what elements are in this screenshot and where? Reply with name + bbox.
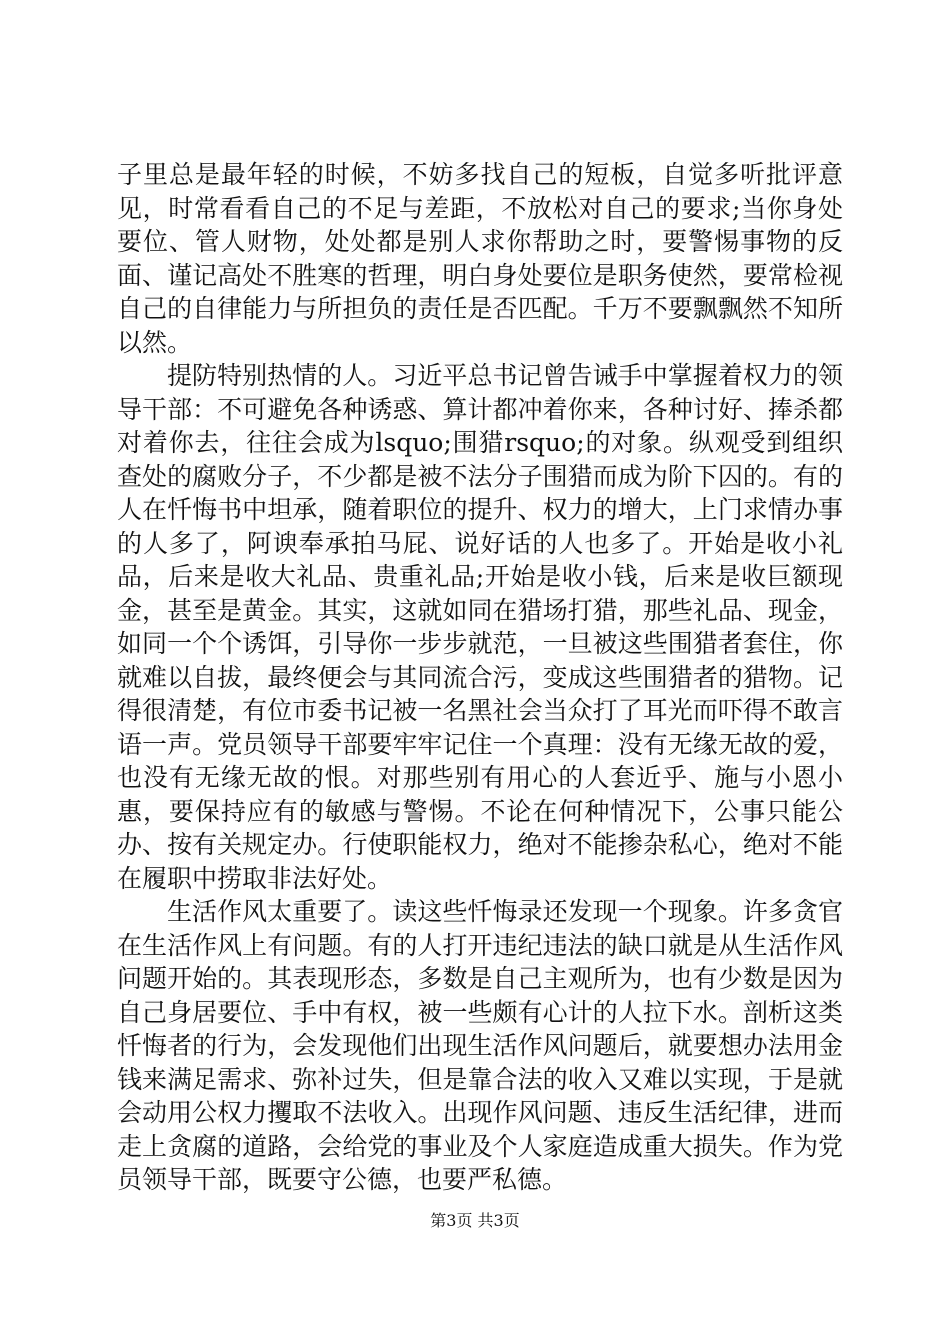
paragraph-3: 生活作风太重要了。读这些忏悔录还发现一个现象。许多贪官在生活作风上有问题。有的人打开违纪违法的缺口就是从生活作风问题开始的。其表现形态，多数是自己主观所为，也有少数是因为自己身居要位、手中有权，被一些颇有心计的人拉下水。剖析这类忏悔者的行为，会发现他们出现生活作风问题后，就要想办法用金钱来满足需求、弥补过失，但是靠合法的收入又难以实现，于是就会动用公权力攫取不法收入。出现作风问题、违反生活纪律，进而走上贪腐的道路，会给党的事业及个人家庭造成重大损失。作为党员领导干部，既要守公德，也要严私德。: [117, 897, 843, 1194]
document-body: [117, 158, 843, 1197]
page-footer: 第3页 共3页: [430, 1211, 520, 1230]
paragraph-1: 子里总是最年轻的时候，不妨多找自己的短板，自觉多听批评意见，时常看看自己的不足与差距，不放松对自己的要求;当你身处要位、管人财物，处处都是别人求你帮助之时，要警惕事物的反面、谨记高处不胜寒的哲理，明白身处要位是职务使然，要常检视自己的自律能力与所担负的责任是否匹配。千万不要飘飘然不知所以然。: [117, 160, 843, 357]
paragraph-2: 提防特别热情的人。习近平总书记曾告诫手中掌握着权力的领导干部：不可避免各种诱惑、算计都冲着你来，各种讨好、捧杀都对着你去，往往会成为lsquo;围猎rsquo;的对象。纵观受到组织查处的腐败分子，不少都是被不法分子围猎而成为阶下囚的。有的人在忏悔书中坦承，随着职位的提升、权力的增大，上门求情办事的人多了，阿谀奉承拍马屁、说好话的人也多了。开始是收小礼品，后来是收大礼品、贵重礼品;开始是收小钱，后来是收巨额现金，甚至是黄金。其实，这就如同在猎场打猎，那些礼品、现金，如同一个个诱饵，引导你一步步就范，一旦被这些围猎者套住，你就难以自拔，最终便会与其同流合污，变成这些围猎者的猎物。记得很清楚，有位市委书记被一名黑社会当众打了耳光而吓得不敢言语一声。党员领导干部要牢牢记住一个真理：没有无缘无故的爱，也没有无缘无故的恨。对那些别有用心的人套近乎、施与小恩小惠，要保持应有的敏感与警惕。不论在何种情况下，公事只能公办、按有关规定办。行使职能权力，绝对不能掺杂私心，绝对不能在履职中捞取非法好处。: [117, 361, 843, 893]
